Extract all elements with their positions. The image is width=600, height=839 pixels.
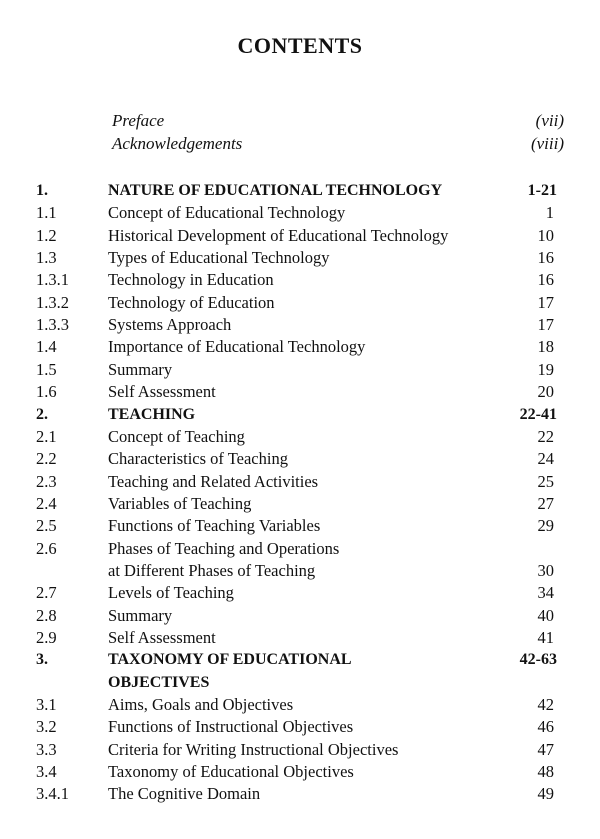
toc-number: 1.3 [36, 248, 57, 268]
toc-number: 2.2 [36, 449, 57, 469]
toc-entry-row [0, 448, 600, 470]
toc-title: The Cognitive Domain [108, 784, 261, 804]
page-title: CONTENTS [237, 33, 363, 58]
toc-page: 40 [537, 605, 554, 625]
toc-page: 1 [545, 203, 554, 223]
toc-number: 1.6 [36, 382, 57, 402]
toc-page: 25 [537, 471, 554, 491]
toc-number: 2.4 [36, 493, 57, 513]
toc-entry-row [0, 582, 600, 604]
toc-page: 18 [537, 337, 554, 357]
toc-title: Phases of Teaching and Operations [108, 538, 340, 558]
toc-page: 22 [537, 426, 554, 446]
front-matter-label: Acknowledgements [112, 134, 243, 153]
toc-title: TAXONOMY OF EDUCATIONAL [108, 651, 352, 669]
toc-number: 3.1 [36, 695, 57, 715]
toc-title: Concept of Educational Technology [108, 203, 346, 223]
toc-number: 1. [36, 182, 48, 199]
toc-title: Types of Educational Technology [108, 248, 330, 268]
toc-number: 2.3 [36, 471, 57, 491]
toc-title: Systems Approach [108, 315, 232, 335]
toc-entry-row [0, 314, 600, 336]
toc-title: Functions of Teaching Variables [108, 516, 321, 536]
front-matter-page: (vii) [535, 111, 564, 130]
toc-page: 16 [537, 270, 554, 290]
front-matter-item-acknowledgements [112, 133, 564, 155]
toc-entry-row [0, 247, 600, 269]
toc-title: Importance of Educational Technology [108, 337, 366, 357]
toc-chapter-row [0, 672, 600, 694]
toc-entry-row [0, 493, 600, 515]
toc-entry-row [0, 202, 600, 224]
toc-page: 47 [537, 739, 554, 759]
toc-chapter-row [0, 649, 600, 671]
toc-page: 30 [537, 560, 554, 580]
toc-number: 1.4 [36, 337, 57, 357]
toc-number: 3.4.1 [36, 784, 69, 804]
toc-number: 3.3 [36, 739, 57, 759]
toc-page: 42-63 [519, 651, 557, 669]
toc-page: 49 [537, 784, 554, 804]
toc-title: Characteristics of Teaching [108, 449, 288, 469]
toc-page: 22-41 [519, 405, 557, 423]
toc-page: 1-21 [527, 182, 557, 199]
toc-entry-row [0, 538, 600, 560]
front-matter-item-preface [112, 110, 564, 132]
toc-title: at Different Phases of Teaching [108, 560, 316, 580]
toc-entry-row [0, 471, 600, 493]
toc-entry-row [0, 605, 600, 627]
toc-number: 2.1 [36, 426, 57, 446]
toc-entry-row [0, 761, 600, 783]
toc-title: OBJECTIVES [108, 673, 210, 691]
toc-entry-row [0, 783, 600, 805]
toc-entry-row [0, 716, 600, 738]
toc-number: 1.1 [36, 203, 57, 223]
toc-number: 2.6 [36, 538, 57, 558]
toc-title: Technology of Education [108, 292, 275, 312]
toc-title: Summary [108, 605, 173, 625]
toc-page: 41 [537, 628, 554, 647]
toc-title: Taxonomy of Educational Objectives [108, 762, 354, 782]
toc-page: 20 [537, 382, 554, 402]
toc-page: 29 [537, 516, 554, 536]
toc-entry-row [0, 269, 600, 291]
toc-page: 42 [537, 695, 554, 715]
toc-number: 1.2 [36, 225, 57, 245]
toc-number: 1.3.1 [36, 270, 69, 290]
toc-number: 1.3.2 [36, 292, 69, 312]
toc-number: 1.5 [36, 359, 57, 379]
toc-number: 2.5 [36, 516, 57, 536]
toc-entry-row [0, 515, 600, 537]
toc-title: Concept of Teaching [108, 426, 245, 446]
toc-page: 34 [537, 583, 554, 603]
toc-title: Summary [108, 359, 173, 379]
toc-title: Functions of Instructional Objectives [108, 717, 354, 737]
toc-number: 3.4 [36, 762, 57, 782]
toc-entry-row [0, 627, 600, 649]
toc-entry-row [0, 694, 600, 716]
toc-page: 46 [537, 717, 554, 737]
front-matter-page: (viii) [530, 134, 564, 153]
toc-title: Historical Development of Educational Technology [108, 225, 449, 245]
toc-entry-row [0, 292, 600, 314]
front-matter-label: Preface [112, 111, 165, 130]
toc-entry-row [0, 426, 600, 448]
toc-entry-row [0, 225, 600, 247]
toc-page: 19 [537, 359, 554, 379]
toc-number: 1.3.3 [36, 315, 69, 335]
toc-title: Levels of Teaching [108, 583, 234, 603]
toc-chapter-row [0, 404, 600, 426]
toc-title: NATURE OF EDUCATIONAL TECHNOLOGY [108, 182, 443, 199]
toc-number: 2.9 [36, 628, 57, 647]
toc-title: Technology in Education [108, 270, 274, 290]
toc-page: 48 [537, 762, 554, 782]
toc-entry-row [0, 381, 600, 403]
toc-page: 16 [537, 248, 554, 268]
toc-page: 10 [537, 225, 554, 245]
toc-number: 3. [36, 651, 48, 669]
toc-entry-row [0, 739, 600, 761]
toc-title: Aims, Goals and Objectives [108, 695, 294, 715]
toc-title: Teaching and Related Activities [108, 471, 319, 491]
toc-title: TEACHING [108, 405, 196, 423]
toc-number: 2. [36, 405, 48, 423]
toc-chapter-row [0, 180, 600, 202]
toc-page: 17 [537, 292, 554, 312]
toc-page: 24 [537, 449, 554, 469]
toc-title: Criteria for Writing Instructional Objectives [108, 739, 399, 759]
toc-title: Self Assessment [108, 628, 216, 647]
toc-entry-row [0, 560, 600, 582]
toc-number: 2.7 [36, 583, 57, 603]
toc-title: Variables of Teaching [108, 493, 252, 513]
toc-title: Self Assessment [108, 382, 216, 402]
toc-number: 2.8 [36, 605, 57, 625]
toc-page: 17 [537, 315, 554, 335]
toc-entry-row [0, 359, 600, 381]
toc-page: 27 [537, 493, 554, 513]
toc-entry-row [0, 336, 600, 358]
toc-number: 3.2 [36, 717, 57, 737]
